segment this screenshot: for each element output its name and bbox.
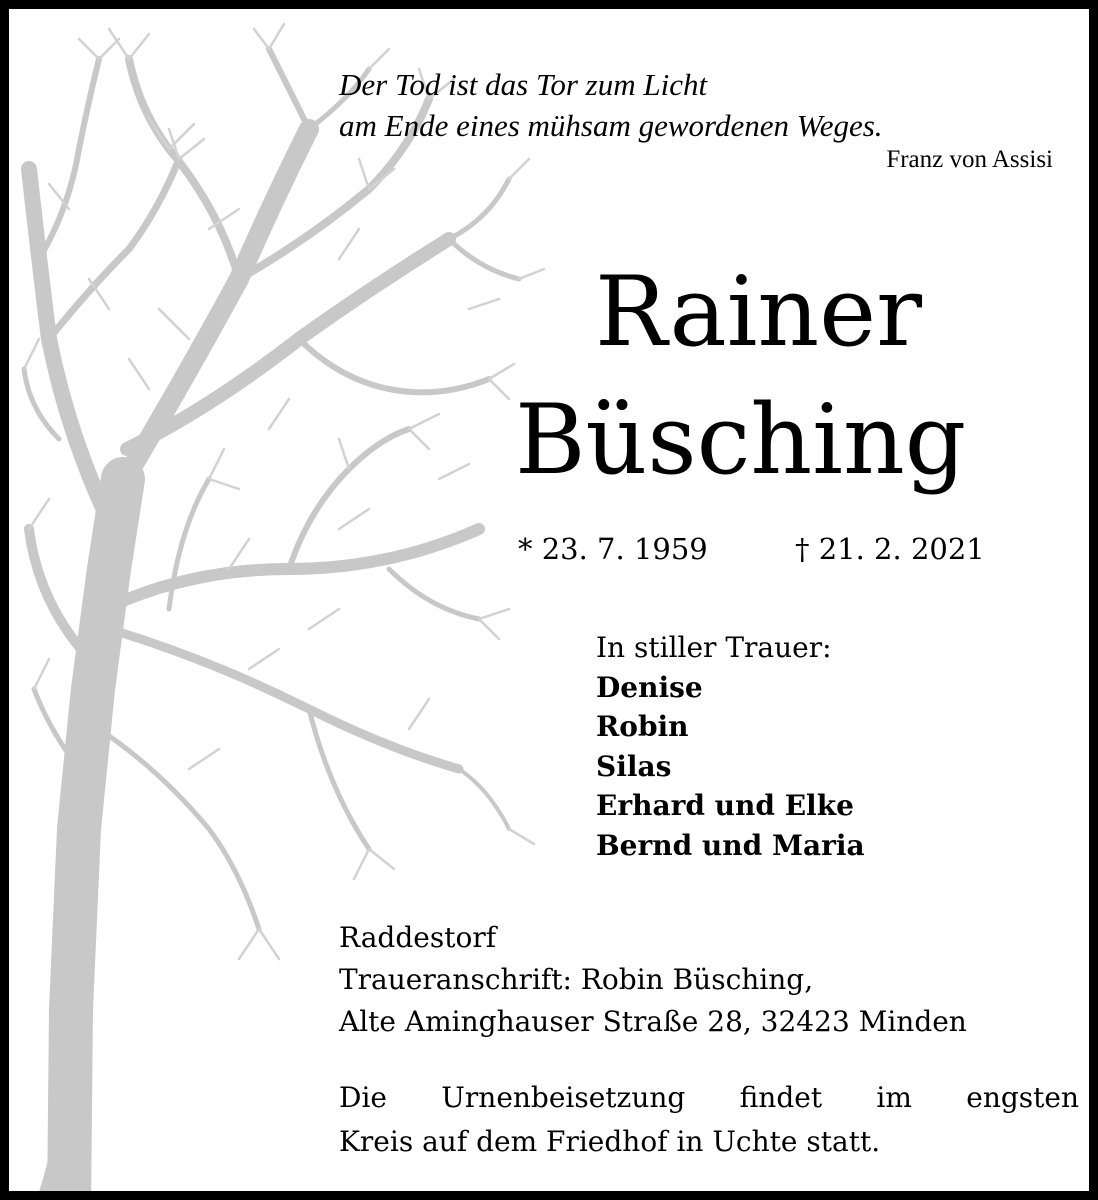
death-date: † 21. 2. 2021 [795, 532, 985, 566]
quote-line-1: Der Tod ist das Tor zum Licht [339, 67, 708, 102]
mourning-heading: In stiller Trauer: [596, 631, 832, 664]
quote-author: Franz von Assisi [886, 146, 1053, 173]
burial-notice [339, 1076, 1079, 1164]
notice-line-1: Die Urnenbeisetzung findet im engsten [339, 1081, 1079, 1114]
address-place: Raddestorf [339, 921, 497, 954]
mourner-name: Robin [596, 710, 689, 743]
deceased-first-name: Rainer [595, 256, 922, 368]
deceased-last-name: Büsching [515, 384, 967, 496]
mourner-name: Bernd und Maria [596, 828, 865, 862]
quote-line-2: am Ende eines mühsam gewordenen Weges. [339, 108, 883, 143]
mourner-name: Denise [596, 670, 703, 704]
mourners-list [596, 628, 865, 865]
mourning-address [339, 917, 967, 1043]
birth-date: * 23. 7. 1959 [518, 532, 708, 566]
mourner-name: Silas [596, 749, 672, 783]
address-street: Alte Aminghauser Straße 28, 32423 Minden [339, 1005, 967, 1038]
notice-line-2: Kreis auf dem Friedhof in Uchte statt. [339, 1125, 881, 1158]
mourner-name: Erhard und Elke [596, 789, 854, 822]
address-contact: Traueranschrift: Robin Büsching, [339, 963, 814, 996]
quote [339, 64, 1069, 146]
